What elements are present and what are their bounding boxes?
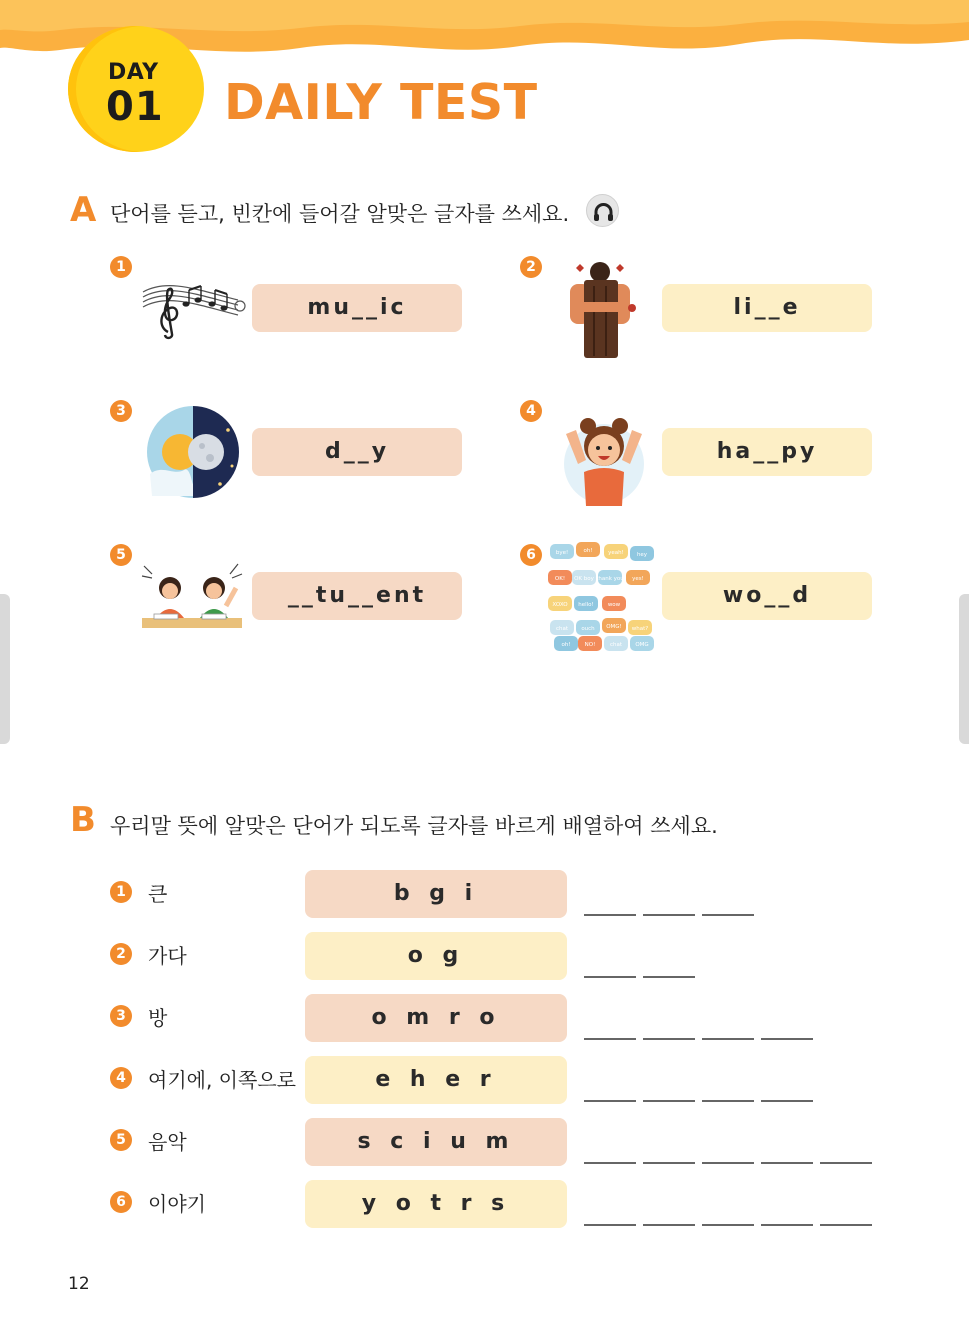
section-b-letter: B: [70, 800, 96, 840]
speech-bubbles-icon: [546, 540, 658, 652]
speech-bubble: [626, 570, 650, 585]
item-number-1: 1: [110, 256, 132, 278]
headphones-icon[interactable]: [586, 194, 619, 227]
speech-bubble: [630, 546, 654, 561]
answer-blank[interactable]: [761, 1162, 813, 1164]
answer-blank[interactable]: [584, 1038, 636, 1040]
word-box-4: ha__py: [662, 428, 872, 476]
answer-blank[interactable]: [643, 1162, 695, 1164]
speech-bubble: [548, 596, 572, 611]
scrambled-letters-box: b g i: [305, 870, 567, 918]
item-number-4: 4: [520, 400, 542, 422]
speech-bubble: [574, 596, 598, 611]
b-item-number-1: 1: [110, 881, 132, 903]
svg-text:bye!: bye!: [555, 550, 569, 556]
speech-bubble: [602, 596, 626, 611]
word-box-1: mu__ic: [252, 284, 462, 332]
svg-text:XOXO: XOXO: [552, 602, 568, 608]
svg-text:oh!: oh!: [561, 642, 571, 648]
svg-text:yeah!: yeah!: [608, 550, 624, 556]
answer-blank[interactable]: [643, 1100, 695, 1102]
speech-bubble: [548, 570, 572, 585]
speech-bubble: [578, 636, 602, 651]
answer-blank[interactable]: [584, 1162, 636, 1164]
section-a-letter: A: [70, 190, 97, 230]
page-title: DAILY TEST: [224, 74, 538, 131]
svg-text:OK boy: OK boy: [574, 576, 594, 582]
happy-girl-icon: [556, 404, 652, 508]
answer-blank[interactable]: [702, 1038, 754, 1040]
answer-blank[interactable]: [702, 1100, 754, 1102]
speech-bubble: [602, 618, 626, 633]
svg-text:OK!: OK!: [554, 576, 566, 582]
section-b-instruction: 우리말 뜻에 알맞은 단어가 되도록 글자를 바르게 배열하여 쓰세요.: [110, 814, 718, 838]
speech-bubble: [630, 636, 654, 651]
b-item-meaning: 가다: [148, 944, 187, 968]
hugging-tree-icon: [562, 258, 642, 358]
speech-bubble: [604, 544, 628, 559]
item-number-2: 2: [520, 256, 542, 278]
day-number: 01: [106, 84, 164, 130]
speech-bubble: [550, 620, 574, 635]
svg-text:chat: chat: [609, 642, 623, 648]
svg-text:thank you: thank you: [596, 576, 624, 582]
day-label: DAY: [108, 60, 159, 85]
answer-blank[interactable]: [643, 976, 695, 978]
svg-text:oh!: oh!: [583, 548, 593, 554]
answer-blank[interactable]: [702, 1162, 754, 1164]
scrambled-letters-box: e h e r: [305, 1056, 567, 1104]
scrambled-letters-box: s c i u m: [305, 1118, 567, 1166]
speech-bubble: [572, 570, 596, 585]
speech-bubble: [554, 636, 578, 651]
speech-bubble: [576, 542, 600, 557]
svg-text:OMG!: OMG!: [606, 624, 622, 630]
scrambled-letters-box: y o t r s: [305, 1180, 567, 1228]
svg-text:OMG: OMG: [635, 642, 649, 648]
b-item-meaning: 음악: [148, 1130, 187, 1154]
svg-text:NO!: NO!: [584, 642, 596, 648]
answer-blank[interactable]: [584, 1100, 636, 1102]
left-side-tab: [0, 594, 10, 744]
speech-bubble: [576, 620, 600, 635]
speech-bubble: [550, 544, 574, 559]
b-item-number-4: 4: [110, 1067, 132, 1089]
b-item-meaning: 여기에, 이쪽으로: [148, 1068, 296, 1092]
svg-text:chat: chat: [555, 626, 569, 632]
b-item-number-5: 5: [110, 1129, 132, 1151]
section-a-instruction: 단어를 듣고, 빈칸에 들어갈 알맞은 글자를 쓰세요.: [110, 202, 570, 226]
svg-text:ouch: ouch: [581, 626, 595, 632]
word-box-3: d__y: [252, 428, 462, 476]
answer-blank[interactable]: [702, 1224, 754, 1226]
b-item-meaning: 방: [148, 1006, 168, 1030]
speech-bubble: [604, 636, 628, 651]
answer-blank[interactable]: [584, 976, 636, 978]
item-number-3: 3: [110, 400, 132, 422]
right-side-tab: [959, 594, 969, 744]
word-box-6: wo__d: [662, 572, 872, 620]
page-number: 12: [68, 1274, 90, 1294]
answer-blank[interactable]: [820, 1162, 872, 1164]
answer-blank[interactable]: [761, 1100, 813, 1102]
speech-bubble: [628, 620, 652, 635]
svg-text:hello!: hello!: [578, 602, 594, 608]
answer-blank[interactable]: [643, 1224, 695, 1226]
answer-blank[interactable]: [584, 1224, 636, 1226]
answer-blank[interactable]: [761, 1224, 813, 1226]
svg-text:what?: what?: [631, 626, 649, 632]
answer-blank[interactable]: [643, 914, 695, 916]
svg-text:hey: hey: [636, 552, 648, 558]
b-item-number-3: 3: [110, 1005, 132, 1027]
svg-text:yes!: yes!: [632, 576, 644, 582]
music-notes-icon: [138, 272, 248, 342]
answer-blank[interactable]: [820, 1224, 872, 1226]
b-item-number-2: 2: [110, 943, 132, 965]
svg-text:wow: wow: [607, 602, 621, 608]
item-number-6: 6: [520, 544, 542, 566]
answer-blank[interactable]: [584, 914, 636, 916]
word-box-2: li__e: [662, 284, 872, 332]
scrambled-letters-box: o m r o: [305, 994, 567, 1042]
answer-blank[interactable]: [702, 914, 754, 916]
b-item-meaning: 큰: [148, 882, 168, 906]
b-item-meaning: 이야기: [148, 1192, 206, 1216]
answer-blank[interactable]: [643, 1038, 695, 1040]
scrambled-letters-box: o g: [305, 932, 567, 980]
speech-bubble: [596, 570, 624, 585]
sun-moon-icon: [144, 404, 242, 500]
answer-blank[interactable]: [761, 1038, 813, 1040]
b-item-number-6: 6: [110, 1191, 132, 1213]
word-box-5: __tu__ent: [252, 572, 462, 620]
students-icon: [140, 560, 244, 634]
item-number-5: 5: [110, 544, 132, 566]
